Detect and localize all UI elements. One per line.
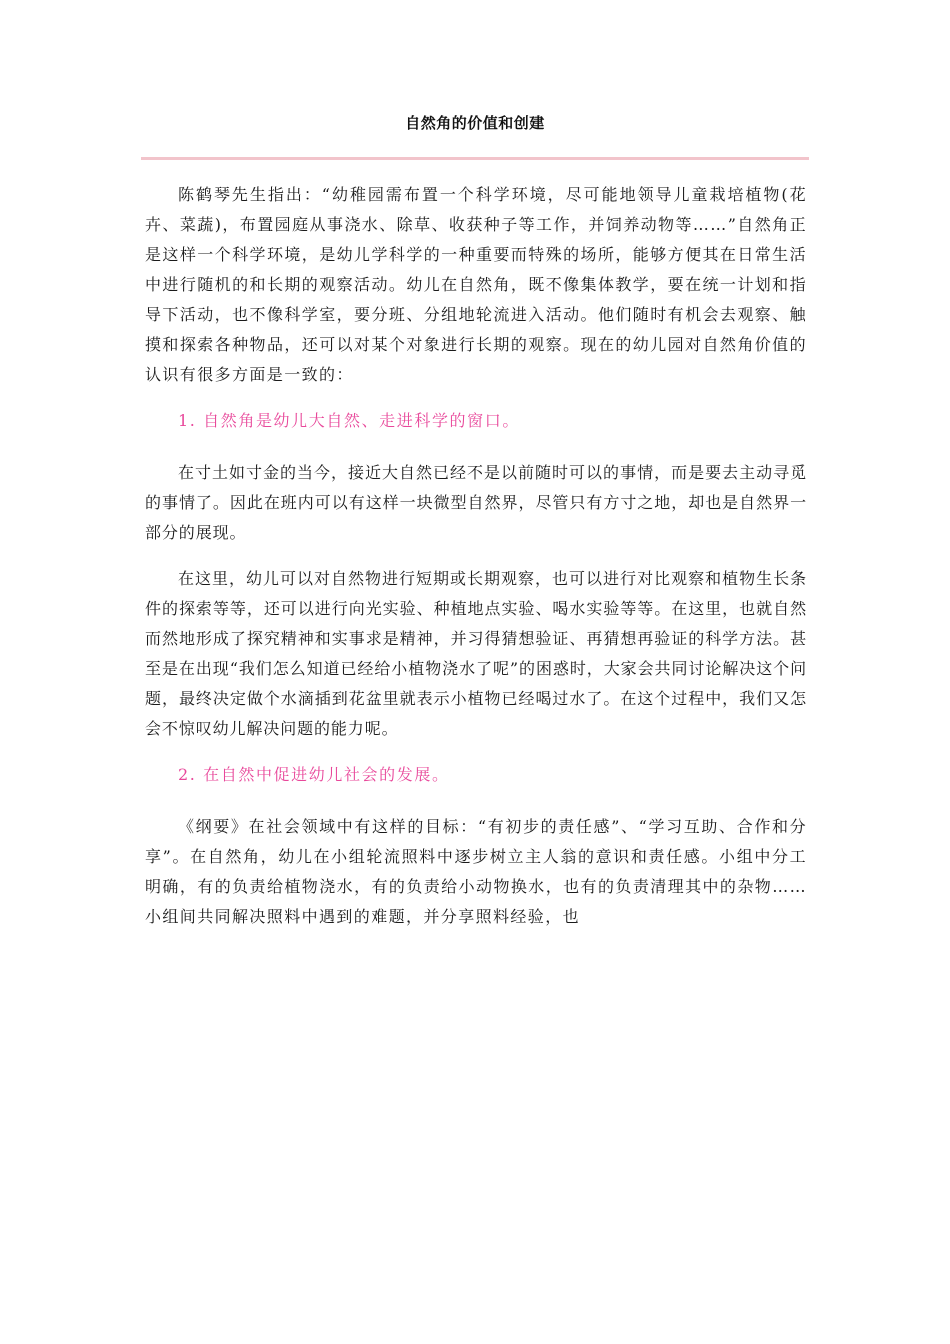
paragraph-intro: 陈鹤琴先生指出：“幼稚园需布置一个科学环境，尽可能地领导儿童栽培植物(花卉、菜蔬)，布置园庭从事浇水、除草、收获种子等工作，并饲养动物等……”自然角正是这样一个科学环境，是幼儿学科学的一种重要而特殊的场所，能够方便其在日常生活中进行随机的和长期的观察活动。幼儿在自然角，既不像集体教学，要在统一计划和指导下活动，也不像科学室，要分班、分组地轮流进入活动。他们随时有机会去观察、触摸和探索各种物品，还可以对某个对象进行长期的观察。现在的幼儿园对自然角价值的认识有很多方面是一致的： — [145, 185, 807, 384]
paragraph-social: 《纲要》在社会领域中有这样的目标：“有初步的责任感”、“学习互助、合作和分享”。在自然角，幼儿在小组轮流照料中逐步树立主人翁的意识和责任感。小组中分工明确，有的负责给植物浇水，有的负责给小动物换水，也有的负责清理其中的杂物……小组间共同解决照料中遇到的难题，并分享照料经验，也 — [145, 817, 807, 926]
paragraph-nature-window: 在寸土如寸金的当今，接近大自然已经不是以前随时可以的事情，而是要去主动寻觅的事情了。因此在班内可以有这样一块微型自然界，尽管只有方寸之地，却也是自然界一部分的展现。 — [145, 463, 807, 542]
document-title: 自然角的价值和创建 — [405, 114, 545, 132]
section-heading-2: 2. 在自然中促进幼儿社会的发展。 — [178, 765, 450, 784]
title-divider — [141, 157, 809, 160]
section-heading-1: 1. 自然角是幼儿大自然、走进科学的窗口。 — [178, 411, 520, 430]
paragraph-observation: 在这里，幼儿可以对自然物进行短期或长期观察，也可以进行对比观察和植物生长条件的探索等等，还可以进行向光实验、种植地点实验、喝水实验等等。在这里，也就自然而然地形成了探究精神和实事求是精神，并习得猜想验证、再猜想再验证的科学方法。甚至是在出现“我们怎么知道已经给小植物浇水了呢”的困惑时，大家会共同讨论解决这个问题，最终决定做个水滴插到花盆里就表示小植物已经喝过水了。在这个过程中，我们又怎会不惊叹幼儿解决问题的能力呢。 — [145, 569, 807, 738]
document-body — [145, 180, 807, 948]
